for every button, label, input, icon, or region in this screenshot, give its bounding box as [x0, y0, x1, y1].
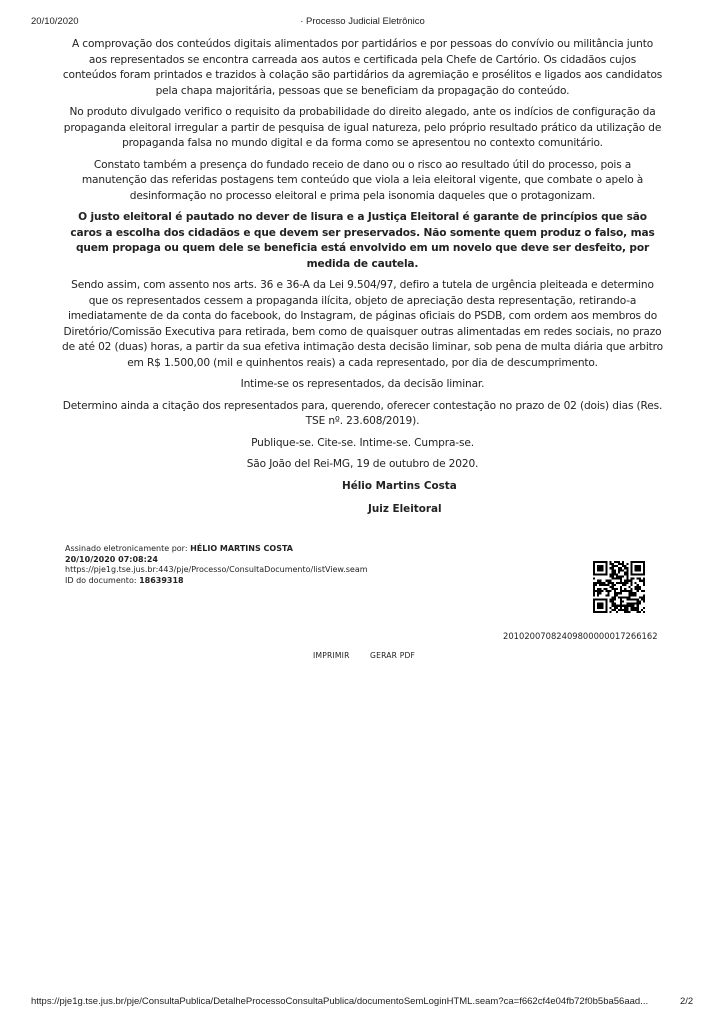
paragraph-place-date: São João del Rei-MG, 19 de outubro de 2020. — [246, 458, 479, 470]
qr-code-icon — [593, 561, 645, 613]
signed-datetime-line — [65, 555, 368, 566]
signature-metadata — [65, 544, 368, 586]
paragraph-risk: Constato também a presença do fundado receio de dano ou o risco ao resultado útil do processo, pois a manutenção das referidas postagens tem conteúdo que viola a leia eleitoral vigente, que combate o apelo à desinformação no processo eleitoral e prima pela isonomia daqueles que o protagonizam. — [81, 158, 644, 202]
signed-by-line — [65, 544, 368, 555]
print-footer-page: 2/2 — [680, 996, 694, 1007]
print-footer-url: https://pje1g.tse.jus.br/pje/ConsultaPublica/DetalheProcessoConsultaPublica/documentoSemLoginHTML.seam?ca=f662cf4e04fb72f0b5ba56aad... — [31, 996, 649, 1007]
document-code: 20102007082409800000017266162 — [503, 631, 658, 641]
signed-by-label: Assinado eletronicamente por: — [65, 544, 188, 553]
document-url: https://pje1g.tse.jus.br:443/pje/Processo/ConsultaDocumento/listView.seam — [65, 565, 368, 574]
print-header-date: 20/10/2020 — [31, 16, 79, 27]
decision-body — [62, 37, 663, 479]
document-id-line — [65, 576, 368, 587]
signed-datetime: 20/10/2020 07:08:24 — [65, 554, 158, 564]
paragraph-principles: O justo eleitoral é pautado no dever de lisura e a Justiça Eleitoral é garante de princípios que são caros a escolha dos cidadãos e que devem ser preservados. Não somente quem produz o falso, mas quem propaga ou quem dele se beneficia está envolvido em um novelo que deve ser desfeito, por medida de cautela. — [70, 211, 655, 270]
signer-name: HÉLIO MARTINS COSTA — [190, 544, 293, 553]
document-id: 18639318 — [139, 575, 184, 585]
paragraph-publish: Publique-se. Cite-se. Intime-se. Cumpra-se. — [251, 436, 474, 449]
paragraph-citation: Determino ainda a citação dos representados para, querendo, oferecer contestação no prazo de 02 (dois) dias (Res. TSE nº. 23.608/2019). — [62, 399, 663, 427]
paragraph-probability: No produto divulgado verifico o requisito da probabilidade do direito alegado, ante os indícios de configuração da propaganda eleitoral irregular a partir de pesquisa de igual natureza, pelo próprio resultado prático da utilização de propaganda falsa no mundo digital e da forma como se apresentou no contexto comunitário. — [63, 106, 662, 149]
signature-role: Juiz Eleitoral — [368, 503, 442, 515]
document-id-label: ID do documento: — [65, 575, 137, 585]
print-header-title: · Processo Judicial Eletrônico — [300, 16, 425, 27]
paragraph-intimation: Intime-se os representados, da decisão liminar. — [240, 378, 485, 390]
paragraph-ruling: Sendo assim, com assento nos arts. 36 e 36-A da Lei 9.504/97, defiro a tutela de urgência pleiteada e determino que os representados cessem a propaganda ilícita, objeto de apreciação desta representação, retirando-a imediatamente de da conta do facebook, do Instagram, de páginas oficiais do PSDB, com ordem aos membros do Diretório/Comissão Executiva para retirada, bem como de quaisquer outras alimentadas em redes sociais, no prazo de até 02 (duas) horas, a partir da sua efetiva intimação desta decisão liminar, sob pena de multa diária que arbitro em R$ 1.500,00 (mil e quinhentos reais) a cada representado, por dia de descumprimento. — [62, 279, 663, 369]
print-button[interactable]: IMPRIMIR — [313, 651, 350, 660]
paragraph-evidence: A comprovação dos conteúdos digitais alimentados por partidários e por pessoas do convívio ou militância junto aos representados se encontra carreada aos autos e certificada pela Chefe de Cartório. Os cidadãos cujos conteúdos foram printados e trazidos à colação são partidários da agremiação e prosélitos e ligados aos candidatos pela chapa majoritária, pessoas que se beneficiam da propagação do conteúdo. — [62, 38, 663, 97]
signature-name: Hélio Martins Costa — [342, 480, 457, 492]
generate-pdf-button[interactable]: GERAR PDF — [370, 651, 416, 660]
